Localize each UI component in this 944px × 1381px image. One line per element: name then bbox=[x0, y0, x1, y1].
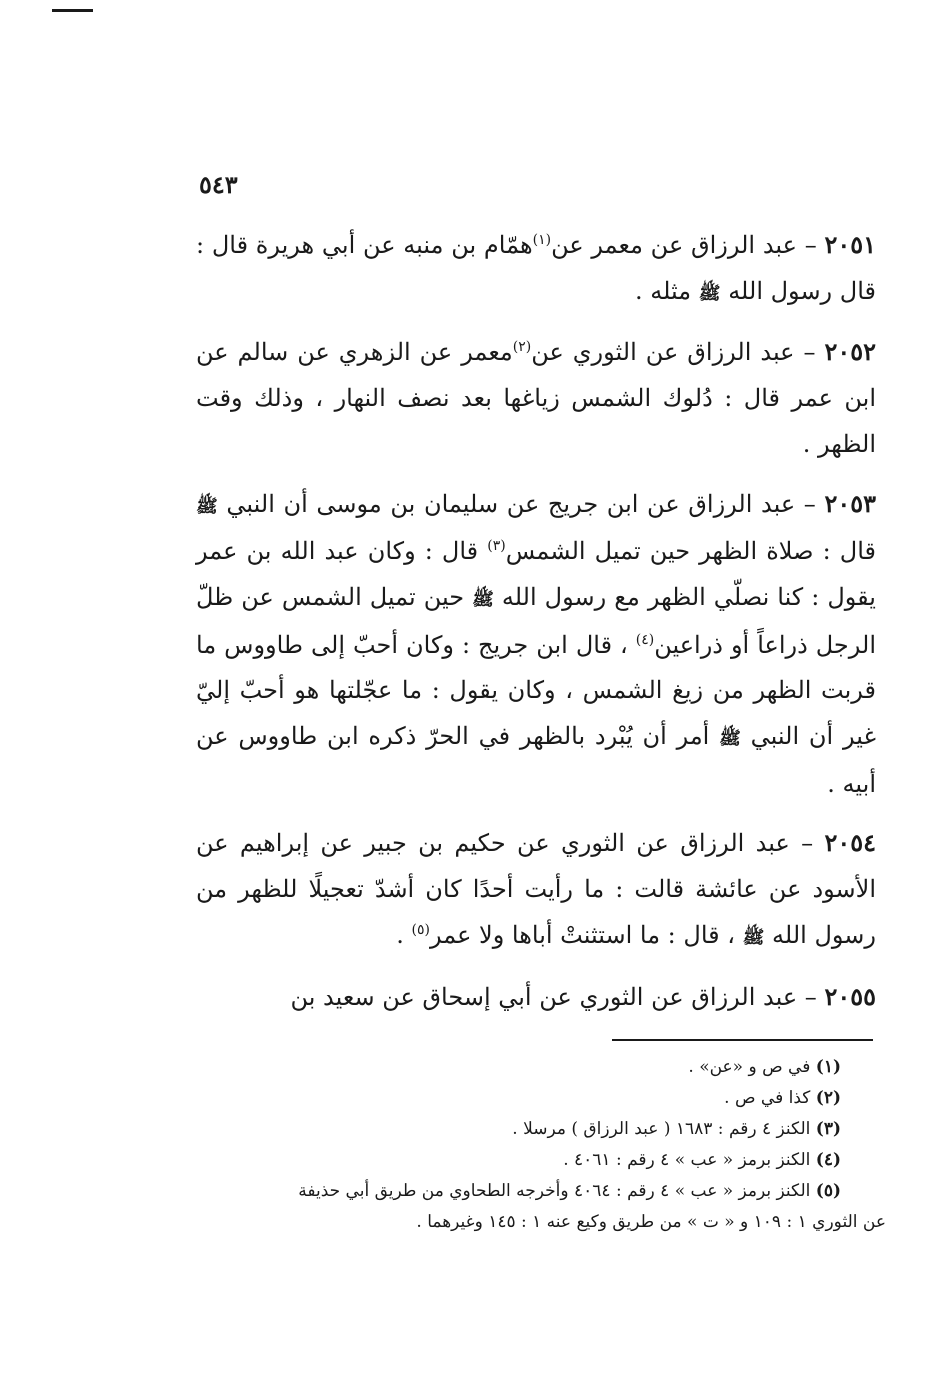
honorific-glyph: ﷺ bbox=[472, 588, 494, 610]
footnote-ref[interactable]: (٢) bbox=[512, 339, 532, 356]
page-number: ٥٤٣ bbox=[199, 170, 238, 199]
footnote bbox=[196, 1114, 886, 1145]
hadith-paragraph bbox=[196, 481, 876, 808]
footnote-ref[interactable]: (٤) bbox=[635, 631, 655, 648]
footnote bbox=[196, 1052, 886, 1083]
hadith-text: عبد الرزاق عن معمر عن bbox=[551, 231, 797, 259]
hadith-text: عبد الرزاق عن الثوري عن حكيم بن جبير عن إبراهيم عن الأسود عن عائشة قالت : ما رأيت أحدًا كان أشدّ تعجيلًا للظهر من رسول الله bbox=[196, 829, 876, 949]
footnote-text: في ص و «عن» . bbox=[688, 1057, 811, 1077]
footnote-ref[interactable]: (١) bbox=[532, 232, 552, 248]
footnote-label: (٥) bbox=[815, 1181, 841, 1201]
hadith-text: ، قال : ما استثنتْ أباها ولا عمر bbox=[429, 920, 735, 949]
footnote-text: الكنز برمز « عب » ٤ رقم : ٤٠٦٤ وأخرجه الطحاوي من طريق أبي حذيفة bbox=[298, 1181, 811, 1201]
honorific-glyph: ﷺ bbox=[698, 282, 721, 304]
footnote bbox=[196, 1176, 886, 1207]
footnote-separator bbox=[612, 1039, 873, 1041]
hadith-text: عبد الرزاق عن الثوري عن bbox=[531, 338, 795, 367]
dash: – bbox=[797, 982, 825, 1011]
hadith-text: مثله . bbox=[634, 276, 692, 305]
hadith-text: همّام بن منبه عن أبي هريرة قال : قال رسول الله bbox=[196, 231, 876, 305]
hadith-number: ٢٠٥٤ bbox=[824, 828, 876, 858]
footnote-label: (٤) bbox=[815, 1150, 841, 1170]
dash: – bbox=[794, 338, 825, 367]
footnote-text: كذا في ص . bbox=[724, 1088, 811, 1108]
hadith-text: عبد الرزاق عن الثوري عن أبي إسحاق عن سعيد بن bbox=[290, 982, 798, 1011]
hadith-paragraph bbox=[196, 222, 876, 316]
main-text bbox=[196, 222, 876, 1033]
hadith-number: ٢٠٥١ bbox=[824, 230, 877, 259]
footnote-text: الكنز ٤ رقم : ١٦٨٣ ( عبد الرزاق ) مرسلا . bbox=[512, 1119, 811, 1139]
footnote bbox=[196, 1083, 886, 1114]
footnote-ref[interactable]: (٣) bbox=[487, 538, 506, 555]
hadith-paragraph bbox=[196, 329, 876, 467]
footnote-label: (١) bbox=[815, 1057, 841, 1077]
dash: – bbox=[795, 489, 825, 518]
footnote-continuation: عن الثوري ١ : ١٠٩ و « ت » من طريق وكيع عنه ١ : ١٤٥ وغيرهما . bbox=[416, 1212, 886, 1232]
hadith-paragraph bbox=[196, 974, 876, 1021]
dash: – bbox=[789, 829, 825, 858]
footnote-text: الكنز برمز « عب » ٤ رقم : ٤٠٦١ . bbox=[563, 1150, 811, 1170]
dash: – bbox=[796, 231, 825, 259]
hadith-paragraph bbox=[196, 820, 876, 960]
footnote-ref[interactable]: (٥) bbox=[411, 921, 430, 938]
footnotes bbox=[196, 1052, 886, 1238]
hadith-text: معمر عن الزهري عن سالم عن ابن عمر قال : دُلوك الشمس زياغها بعد نصف النهار ، وذلك وقت الظهر . bbox=[196, 338, 876, 458]
honorific-glyph: ﷺ bbox=[196, 495, 218, 517]
honorific-glyph: ﷺ bbox=[719, 728, 741, 750]
hadith-text: قال : صلاة الظهر حين تميل الشمس bbox=[505, 537, 876, 566]
hadith-text: . bbox=[396, 920, 404, 949]
hadith-number: ٢٠٥٥ bbox=[824, 981, 876, 1011]
hadith-text: قال : وكان عبد الله بن عمر يقول : كنا نصلّي الظهر مع رسول الله bbox=[196, 537, 876, 611]
hadith-text: عبد الرزاق عن ابن جريج عن سليمان بن موسى أن النبي bbox=[226, 489, 796, 518]
footnote-label: (٣) bbox=[815, 1119, 841, 1139]
hadith-text: أمر أن يُبْرد بالظهر في الحرّ ذكره ابن طاووس عن أبيه . bbox=[196, 722, 876, 798]
footnote bbox=[196, 1145, 886, 1176]
hadith-text: ، قال ابن جريج : وكان أحبّ إلى طاووس ما قربت الظهر من زيغ الشمس ، وكان يقول : ما عجّلتها هو أحبّ إليّ غير أن النبي bbox=[196, 630, 876, 751]
corner-mark bbox=[52, 9, 93, 12]
hadith-number: ٢٠٥٣ bbox=[824, 488, 876, 518]
honorific-glyph: ﷺ bbox=[742, 926, 765, 948]
hadith-number: ٢٠٥٢ bbox=[824, 337, 877, 367]
hadith-text: حين تميل الشمس عن ظلّ الرجل ذراعاً أو ذراعين bbox=[196, 582, 876, 659]
footnote-label: (٢) bbox=[815, 1088, 841, 1108]
